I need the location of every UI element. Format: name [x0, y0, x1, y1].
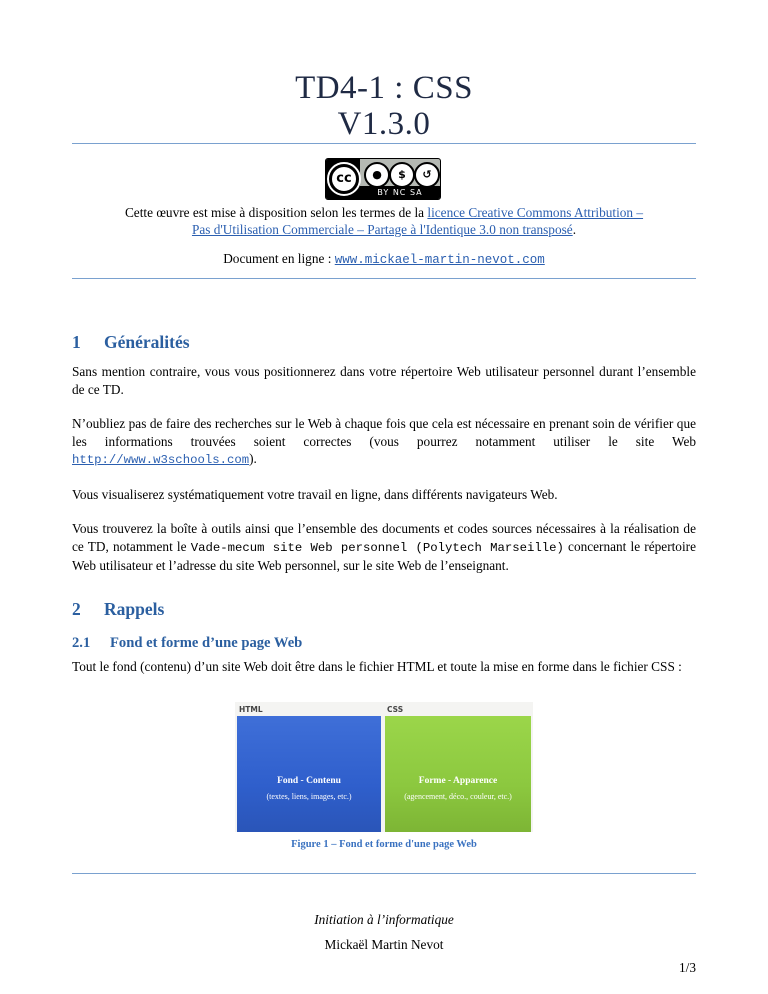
footer-rule [72, 873, 696, 874]
sa-icon: ↺ [414, 162, 440, 188]
section-1-number: 1 [72, 332, 81, 352]
paragraph-1: Sans mention contraire, vous vous positionnerez dans votre répertoire Web utilisateur personnel durant l’ensemble de ce TD. [72, 364, 696, 397]
header-rule [72, 278, 696, 279]
figure-right-subtitle: (agencement, déco., couleur, etc.) [404, 792, 512, 801]
footer-author: Mickaël Martin Nevot [324, 937, 444, 952]
vade-mecum-code: Vade-mecum site Web personnel (Polytech Marseille) [190, 540, 564, 555]
paragraph-4: Vous trouverez la boîte à outils ainsi que l’ensemble des documents et codes sources nécessaires à la réalisation de ce TD, notamment le Vade-mecum site Web personnel (Polytech Marseille) concernant le répertoire Web utilisateur et l’adresse du site Web personnel, sur le site Web de l’enseignant. [72, 521, 696, 573]
title-rule [72, 143, 696, 144]
nc-icon: $ [389, 162, 415, 188]
author-website-link[interactable]: www.mickael-martin-nevot.com [334, 253, 545, 267]
section-2-title: Rappels [104, 599, 165, 619]
cc-license-badge [325, 158, 441, 200]
figure-right-title: Forme - Apparence [418, 776, 498, 786]
license-link-line1[interactable]: licence Creative Commons Attribution – [427, 205, 644, 220]
figure-css-box [385, 716, 531, 832]
subsection-2-1-title: Fond et forme d’une page Web [110, 635, 303, 651]
page-number: 1/3 [679, 960, 696, 975]
online-document-line [72, 250, 696, 269]
figure-html-css [235, 702, 533, 832]
subsection-2-1-number: 2.1 [72, 635, 91, 651]
figure-left-subtitle: (textes, liens, images, etc.) [266, 792, 352, 801]
figure-left-title: Fond - Contenu [277, 776, 341, 786]
section-1-heading [72, 331, 190, 353]
document-version: V1.3.0 [337, 106, 431, 142]
paragraph-5: Tout le fond (contenu) d’un site Web doit être dans le fichier HTML et toute la mise en forme dans le fichier CSS : [72, 659, 682, 674]
by-icon: ● [364, 162, 390, 188]
figure-html-box [237, 716, 381, 832]
license-link-line2[interactable]: Pas d'Utilisation Commerciale – Partage à l'Identique 3.0 non transposé [191, 222, 573, 237]
subsection-2-1-heading [72, 633, 302, 653]
section-2-number: 2 [72, 599, 81, 619]
figure-caption: Figure 1 – Fond et forme d'une page Web [291, 839, 477, 850]
cc-icon: cc [329, 164, 359, 194]
figure-css-label: CSS [387, 705, 404, 714]
cc-badge-strip: BY NC SA [360, 186, 440, 199]
footer-course: Initiation à l’informatique [314, 912, 454, 927]
section-2-heading [72, 598, 164, 620]
license-text: Cette œuvre est mise à disposition selon les termes de la licence Creative Commons Attribution – Pas d'Utilisation Commerciale – Partage à l'Identique 3.0 non transposé. [124, 205, 644, 237]
section-1-title: Généralités [104, 332, 190, 352]
online-label: Document en ligne : [223, 251, 335, 266]
paragraph-3: Vous visualiserez systématiquement votre travail en ligne, dans différents navigateurs Web. [72, 487, 558, 502]
w3schools-link[interactable]: http://www.w3schools.com [72, 453, 250, 467]
paragraph-2: N’oubliez pas de faire des recherches sur le Web à chaque fois que cela est nécessaire en prenant soin de vérifier que les informations trouvées soient correctes (vous pourrez notamment utiliser le site Web http://www.w3schools.com). [72, 416, 696, 467]
document-title: TD4-1 : CSS [295, 70, 473, 106]
figure-html-label: HTML [239, 705, 263, 714]
